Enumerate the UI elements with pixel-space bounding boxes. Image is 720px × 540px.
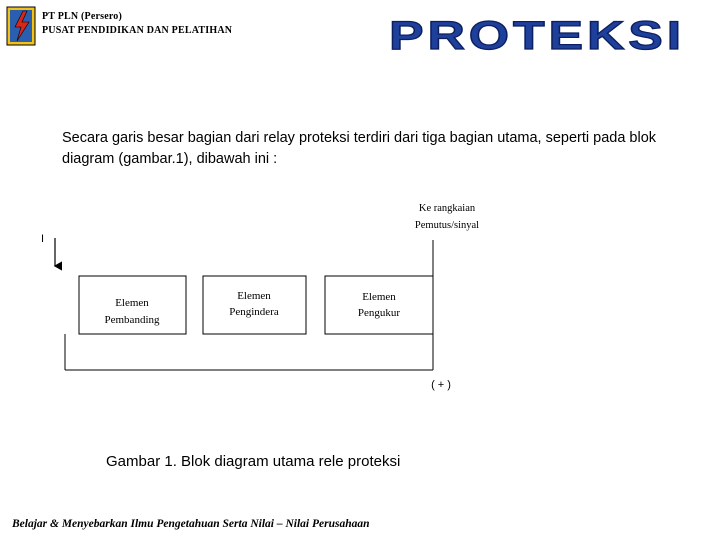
footer-slogan: Belajar & Menyebarkan Ilmu Pengetahuan Serta Nilai – Nilai Perusahaan xyxy=(12,518,370,530)
input-current-label: I xyxy=(41,233,45,245)
output-label-line2: Pemutus/sinyal xyxy=(414,220,480,231)
block-pengindera-line1: Elemen xyxy=(237,290,271,302)
block-pembanding-line1: Elemen xyxy=(115,297,149,309)
block-pembanding-line2: Pembanding xyxy=(104,314,160,326)
block-pengukur-line2: Pengukur xyxy=(357,307,401,319)
org-name-line2: PUSAT PENDIDIKAN DAN PELATIHAN xyxy=(42,25,233,36)
block-pengindera-line2: Pengindera xyxy=(229,306,279,318)
block-elemen-pengindera xyxy=(203,276,306,334)
positive-terminal-label: ( + ) xyxy=(431,379,451,391)
block-pengukur-line1: Elemen xyxy=(362,291,396,303)
intro-paragraph: Secara garis besar bagian dari relay proteksi terdiri dari tiga bagian utama, seperti pada blok diagram (gambar.1), dibawah ini : xyxy=(62,130,657,167)
block-elemen-pengukur xyxy=(325,276,433,334)
output-label-line1: Ke rangkaian xyxy=(418,203,476,214)
org-name-line1: PT PLN (Persero) xyxy=(42,11,123,22)
brand-title-text: PROTEKSI xyxy=(389,14,685,56)
figure-caption: Gambar 1. Blok diagram utama rele proteksi xyxy=(106,453,401,470)
